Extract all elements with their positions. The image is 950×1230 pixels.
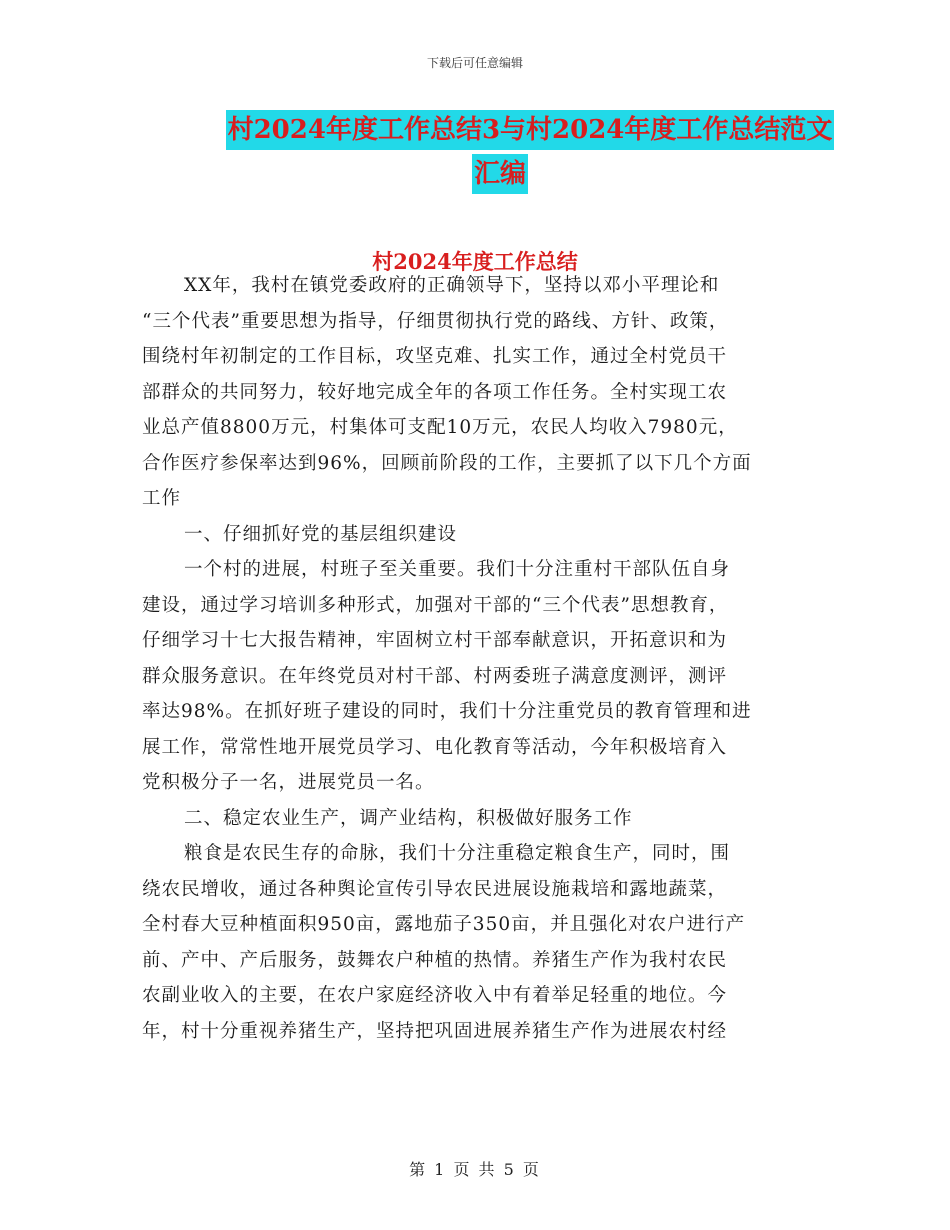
body-line: 群众服务意识。在年终党员对村干部、村两委班子满意度测评，测评 — [142, 665, 728, 687]
body-line: 仔细学习十七大报告精神，牢固树立村干部奉献意识，开拓意识和为 — [142, 630, 728, 651]
body-line: 部群众的共同努力，较好地完成全年的各项工作任务。全村实现工农 — [142, 381, 728, 403]
body-line: “三个代表”重要思想为指导，仔细贯彻执行党的路线、方针、政策， — [142, 310, 729, 332]
title-line-1: 村2024年度工作总结3与村2024年度工作总结范文 — [226, 110, 835, 150]
section-heading: 一、仔细抓好党的基层组织建设 — [184, 523, 458, 545]
body-line: XX年，我村在镇党委政府的正确领导下，坚持以邓小平理论和 — [184, 275, 720, 296]
body-line: 党积极分子一名，进展党员一名。 — [142, 772, 435, 793]
body-line: 农副业收入的主要，在农户家庭经济收入中有着举足轻重的地位。今 — [142, 985, 728, 1006]
body-line: 粮食是农民生存的命脉，我们十分注重稳定粮食生产，同时，围 — [184, 843, 731, 864]
section-heading: 二、稳定农业生产，调产业结构，积极做好服务工作 — [184, 807, 633, 829]
body-line: 展工作，常常性地开展党员学习、电化教育等活动，今年积极培育入 — [142, 736, 728, 758]
body-line: 建设，通过学习培训多种形式，加强对干部的“三个代表”思想教育， — [142, 594, 729, 616]
body-line: 前、产中、产后服务，鼓舞农户种植的热情。养猪生产作为我村农民 — [142, 949, 728, 971]
title-line-2: 汇编 — [472, 154, 528, 194]
body-line: 率达98%。在抓好班子建设的同时，我们十分注重党员的教育管理和进 — [142, 701, 752, 722]
body-line: 一个村的进展，村班子至关重要。我们十分注重村干部队伍自身 — [184, 559, 731, 580]
body-line: 全村春大豆种植面积950亩，露地茄子350亩，并且强化对农户进行产 — [142, 914, 746, 935]
section-title: 村2024年度工作总结 — [372, 249, 578, 274]
body-line: 合作医疗参保率达到96%，回顾前阶段的工作，主要抓了以下几个方面 — [142, 452, 752, 474]
document-title — [140, 110, 860, 194]
body-line: 业总产值8800万元，村集体可支配10万元，农民人均收入7980元， — [142, 417, 738, 438]
body-line: 年，村十分重视养猪生产，坚持把巩固进展养猪生产作为进展农村经 — [142, 1020, 728, 1042]
header-note: 下载后可任意编辑 — [426, 56, 523, 70]
page-footer: 第 1 页 共 5 页 — [409, 1160, 541, 1179]
body-line: 工作 — [142, 488, 182, 509]
document-body — [142, 268, 810, 1049]
body-line: 绕农民增收，通过各种舆论宣传引导农民进展设施栽培和露地蔬菜， — [142, 878, 728, 900]
body-line: 围绕村年初制定的工作目标，攻坚克难、扎实工作，通过全村党员干 — [142, 346, 728, 367]
